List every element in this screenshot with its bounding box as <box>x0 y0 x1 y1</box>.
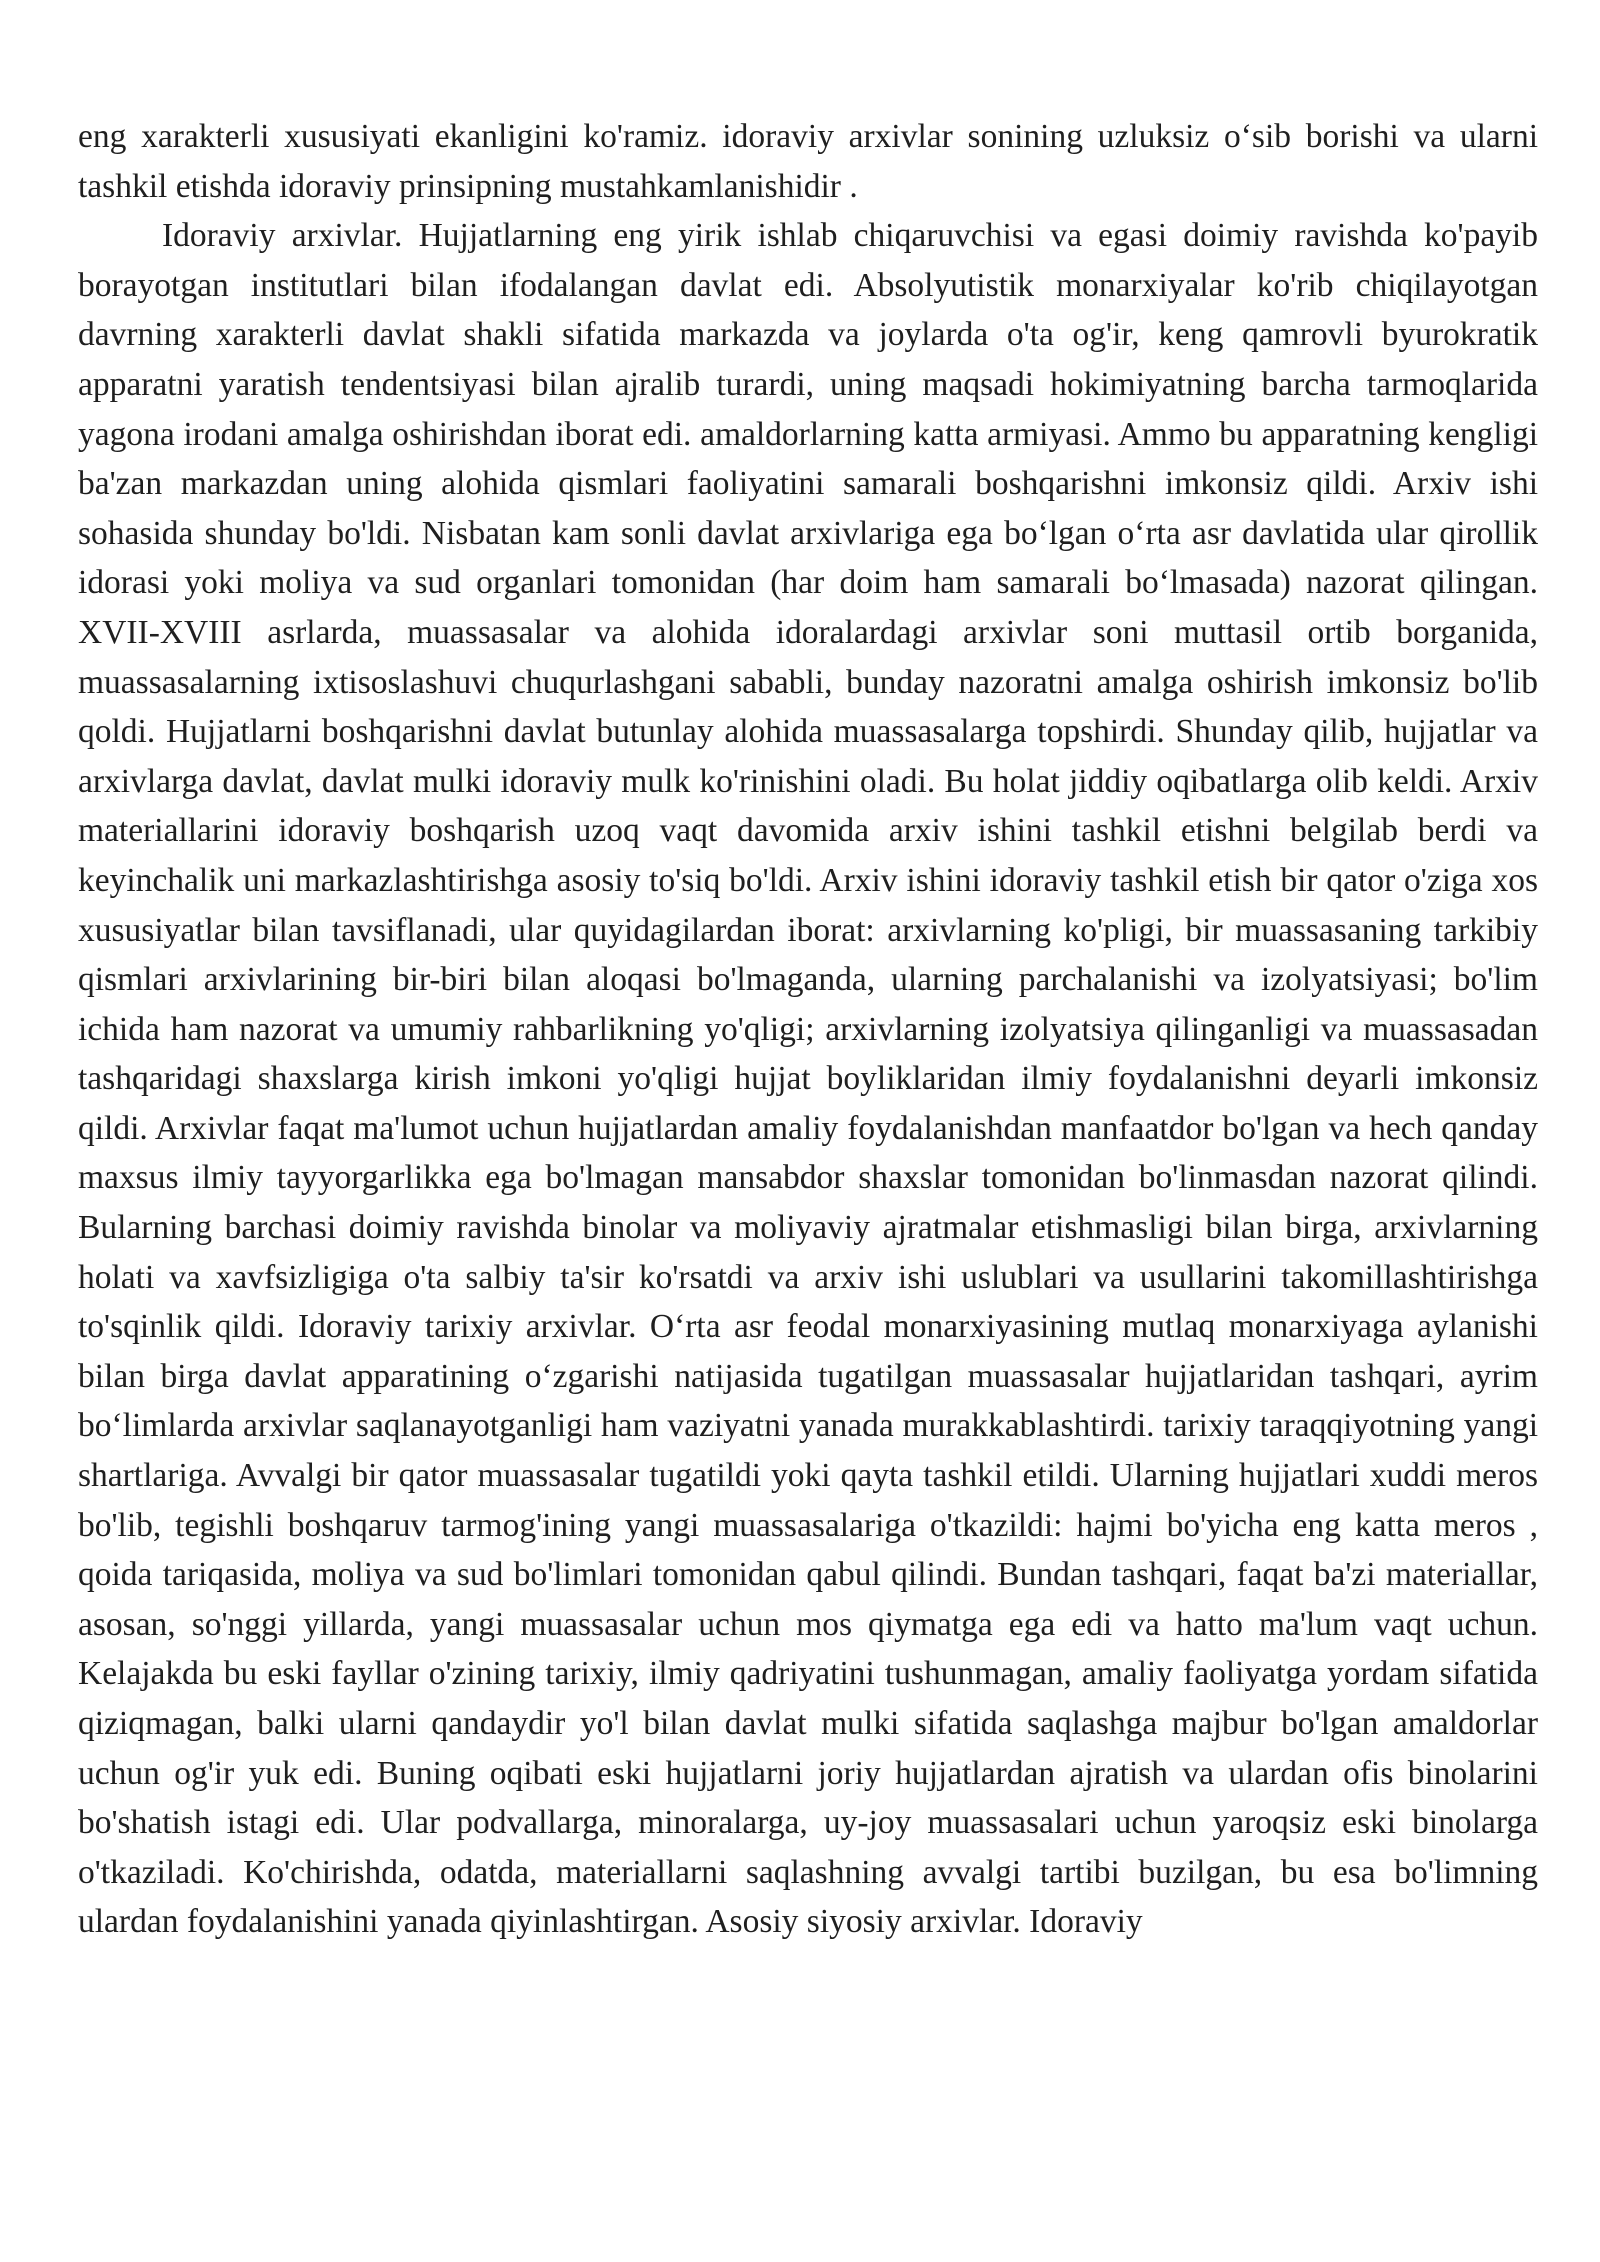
paragraph-intro: eng xarakterli xususiyati ekanligini ko'ramiz. idoraviy arxivlar sonining uzluksiz o‘sib borishi va ularni tashkil etishda idoraviy prinsipning mustahkamlanishidir . <box>78 118 1538 205</box>
document-page <box>78 112 1538 1947</box>
paragraph-idoraviy-arxivlar: Idoraviy arxivlar. Hujjatlarning eng yirik ishlab chiqaruvchisi va egasi doimiy ravishda ko'payib borayotgan institutlari bilan ifodalangan davlat edi. Absolyutistik monarxiyalar ko'rib chiqilayotgan davrning xarakterli davlat shakli sifatida markazda va joylarda o'ta og'ir, keng qamrovli byurokratik apparatni yaratish tendentsiyasi bilan ajralib turardi, uning maqsadi hokimiyatning barcha tarmoqlarida yagona irodani amalga oshirishdan iborat edi. amaldorlarning katta armiyasi. Ammo bu apparatning kengligi ba'zan markazdan uning alohida qismlari faoliyatini samarali boshqarishni imkonsiz qildi. Arxiv ishi sohasida shunday bo'ldi. Nisbatan kam sonli davlat arxivlariga ega bo‘lgan o‘rta asr davlatida ular qirollik idorasi yoki moliya va sud organlari tomonidan (har doim ham samarali bo‘lmasada) nazorat qilingan. XVII-XVIII asrlarda, muassasalar va alohida idoralardagi arxivlar soni muttasil ortib borganida, muassasalarning ixtisoslashuvi chuqurlashgani sababli, bunday nazoratni amalga oshirish imkonsiz bo'lib qoldi. Hujjatlarni boshqarishni davlat butunlay alohida muassasalarga topshirdi. Shunday qilib, hujjatlar va arxivlarga davlat, davlat mulki idoraviy mulk ko'rinishini oladi. Bu holat jiddiy oqibatlarga olib keldi. Arxiv materiallarini idoraviy boshqarish uzoq vaqt davomida arxiv ishini tashkil etishni belgilab berdi va keyinchalik uni markazlashtirishga asosiy to'siq bo'ldi. Arxiv ishini idoraviy tashkil etish bir qator o'ziga xos xususiyatlar bilan tavsiflanadi, ular quyidagilardan iborat: arxivlarning ko'pligi, bir muassasaning tarkibiy qismlari arxivlarining bir-biri bilan aloqasi bo'lmaganda, ularning parchalanishi va izolyatsiyasi; bo'lim ichida ham nazorat va umumiy rahbarlikning yo'qligi; arxivlarning izolyatsiya qilinganligi va muassasadan tashqaridagi shaxslarga kirish imkoni yo'qligi hujjat boyliklaridan ilmiy foydalanishni deyarli imkonsiz qildi. Arxivlar faqat ma'lumot uchun hujjatlardan amaliy foydalanishdan manfaatdor bo'lgan va hech qanday maxsus ilmiy tayyorgarlikka ega bo'lmagan mansabdor shaxslar tomonidan bo'linmasdan nazorat qilindi. Bularning barchasi doimiy ravishda binolar va moliyaviy ajratmalar etishmasligi bilan birga, arxivlarning holati va xavfsizligiga o'ta salbiy ta'sir ko'rsatdi va arxiv ishi uslublari va usullarini takomillashtirishga to'sqinlik qildi. Idoraviy tarixiy arxivlar. O‘rta asr feodal monarxiyasining mutlaq monarxiyaga aylanishi bilan birga davlat apparatining o‘zgarishi natijasida tugatilgan muassasalar hujjatlaridan tashqari, ayrim bo‘limlarda arxivlar saqlanayotganligi ham vaziyatni yanada murakkablashtirdi. tarixiy taraqqiyotning yangi shartlariga. Avvalgi bir qator muassasalar tugatildi yoki qayta tashkil etildi. Ularning hujjatlari xuddi meros bo'lib, tegishli boshqaruv tarmog'ining yangi muassasalariga o'tkazildi: hajmi bo'yicha eng katta meros , qoida tariqasida, moliya va sud bo'limlari tomonidan qabul qilindi. Bundan tashqari, faqat ba'zi materiallar, asosan, so'nggi yillarda, yangi muassasalar uchun mos qiymatga ega edi va hatto ma'lum vaqt uchun. Kelajakda bu eski fayllar o'zining tarixiy, ilmiy qadriyatini tushunmagan, amaliy faoliyatga yordam sifatida qiziqmagan, balki ularni qandaydir yo'l bilan davlat mulki sifatida saqlashga majbur bo'lgan amaldorlar uchun og'ir yuk edi. Buning oqibati eski hujjatlarni joriy hujjatlardan ajratish va ulardan ofis binolarini bo'shatish istagi edi. Ular podvallarga, minoralarga, uy-joy muassasalari uchun yaroqsiz eski binolarga o'tkaziladi. Ko'chirishda, odatda, materiallarni saqlashning avvalgi tartibi buzilgan, bu esa bo'limning ulardan foydalanishini yanada qiyinlashtirgan. Asosiy siyosiy arxivlar. Idoraviy <box>78 217 1538 1941</box>
